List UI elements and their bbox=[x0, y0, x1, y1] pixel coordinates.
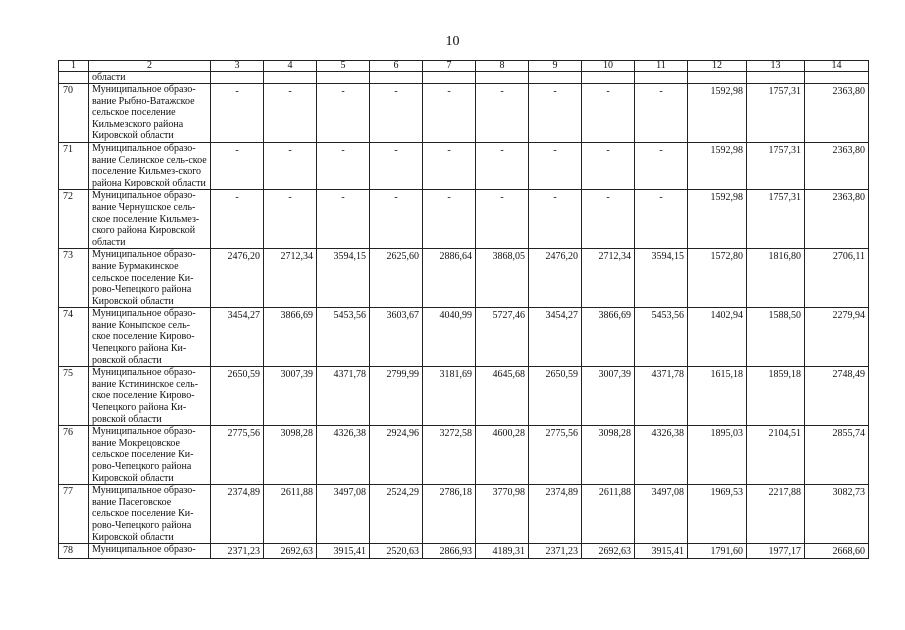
municipality-name: Муниципальное образо-вание Коныпское сель-ское поселение Кирово-Чепецкого района Ки-ровской области bbox=[89, 308, 211, 367]
tariff-value: - bbox=[582, 190, 635, 249]
row-number: 70 bbox=[59, 84, 89, 143]
tariff-value: 2625,60 bbox=[370, 249, 423, 308]
tariff-value: 3098,28 bbox=[264, 426, 317, 485]
column-header: 9 bbox=[529, 61, 582, 72]
tariff-value: - bbox=[582, 142, 635, 189]
tariff-value: 2748,49 bbox=[805, 367, 869, 426]
municipality-name: области bbox=[89, 72, 211, 84]
tariff-value: 4326,38 bbox=[635, 426, 688, 485]
tariff-value: 3497,08 bbox=[317, 485, 370, 544]
tariff-value: 4371,78 bbox=[317, 367, 370, 426]
tariff-value: 3454,27 bbox=[211, 308, 264, 367]
tariff-value: 3868,05 bbox=[476, 249, 529, 308]
tariff-value: 3007,39 bbox=[264, 367, 317, 426]
tariff-value: 3770,98 bbox=[476, 485, 529, 544]
tariff-value: - bbox=[317, 190, 370, 249]
table-row bbox=[59, 249, 869, 308]
tariff-value: 2650,59 bbox=[211, 367, 264, 426]
tariff-value: - bbox=[370, 142, 423, 189]
column-header: 7 bbox=[423, 61, 476, 72]
tariff-value: 2692,63 bbox=[264, 544, 317, 559]
tariff-value: 4040,99 bbox=[423, 308, 476, 367]
column-header: 12 bbox=[688, 61, 747, 72]
tariff-value: 2886,64 bbox=[423, 249, 476, 308]
table-row bbox=[59, 367, 869, 426]
tariff-value: 1977,17 bbox=[747, 544, 805, 559]
tariff-value: 3082,73 bbox=[805, 485, 869, 544]
tariff-value: - bbox=[423, 190, 476, 249]
table-row bbox=[59, 544, 869, 559]
tariff-value: - bbox=[635, 84, 688, 143]
tariff-value: 2692,63 bbox=[582, 544, 635, 559]
tariff-value: 2611,88 bbox=[582, 485, 635, 544]
tariff-value: 1757,31 bbox=[747, 190, 805, 249]
municipality-name: Муниципальное образо-вание Бурмакинское сельское поселение Ки-рово-Чепецкого района Кировской области bbox=[89, 249, 211, 308]
tariff-value: 5453,56 bbox=[635, 308, 688, 367]
tariff-value: 1592,98 bbox=[688, 84, 747, 143]
tariff-value: 5727,46 bbox=[476, 308, 529, 367]
tariff-value: 2279,94 bbox=[805, 308, 869, 367]
municipality-name: Муниципальное образо-вание Рыбно-Ватажское сельское поселение Кильмезского района Кировской области bbox=[89, 84, 211, 143]
tariff-value: - bbox=[423, 84, 476, 143]
tariff-value: 2374,89 bbox=[211, 485, 264, 544]
tariff-value: - bbox=[317, 84, 370, 143]
tariff-value: 3915,41 bbox=[317, 544, 370, 559]
tariff-value: - bbox=[264, 190, 317, 249]
tariff-value: - bbox=[529, 142, 582, 189]
tariff-value: 2712,34 bbox=[582, 249, 635, 308]
tariff-value: 4189,31 bbox=[476, 544, 529, 559]
row-number: 72 bbox=[59, 190, 89, 249]
tariff-value: 4326,38 bbox=[317, 426, 370, 485]
tariff-value: - bbox=[317, 142, 370, 189]
tariff-value: 1615,18 bbox=[688, 367, 747, 426]
tariff-value: 2363,80 bbox=[805, 142, 869, 189]
row-number: 76 bbox=[59, 426, 89, 485]
tariff-value: 3594,15 bbox=[635, 249, 688, 308]
column-header: 8 bbox=[476, 61, 529, 72]
tariff-value: 1895,03 bbox=[688, 426, 747, 485]
tariff-value: 2371,23 bbox=[529, 544, 582, 559]
row-number: 74 bbox=[59, 308, 89, 367]
tariff-value: 2668,60 bbox=[805, 544, 869, 559]
tariff-value: 1592,98 bbox=[688, 142, 747, 189]
tariff-value: 1816,80 bbox=[747, 249, 805, 308]
row-number: 75 bbox=[59, 367, 89, 426]
tariff-value: 2520,63 bbox=[370, 544, 423, 559]
tariff-value: 3594,15 bbox=[317, 249, 370, 308]
tariff-value: - bbox=[423, 142, 476, 189]
tariff-value: 2524,29 bbox=[370, 485, 423, 544]
tariff-value: - bbox=[476, 190, 529, 249]
tariff-table bbox=[58, 60, 869, 559]
tariff-value: - bbox=[264, 84, 317, 143]
tariff-value: - bbox=[211, 142, 264, 189]
table-row bbox=[59, 426, 869, 485]
tariff-value: 1592,98 bbox=[688, 190, 747, 249]
table-row bbox=[59, 485, 869, 544]
tariff-value: 2775,56 bbox=[529, 426, 582, 485]
column-header: 10 bbox=[582, 61, 635, 72]
tariff-value: - bbox=[635, 142, 688, 189]
continued-row bbox=[59, 72, 869, 84]
tariff-value: - bbox=[211, 190, 264, 249]
tariff-value: 2712,34 bbox=[264, 249, 317, 308]
tariff-value: 3181,69 bbox=[423, 367, 476, 426]
tariff-value: 2924,96 bbox=[370, 426, 423, 485]
tariff-value: 2786,18 bbox=[423, 485, 476, 544]
tariff-value: 3866,69 bbox=[264, 308, 317, 367]
tariff-value: - bbox=[635, 190, 688, 249]
tariff-value: 3866,69 bbox=[582, 308, 635, 367]
tariff-value: 3454,27 bbox=[529, 308, 582, 367]
table-row bbox=[59, 142, 869, 189]
tariff-value: 2799,99 bbox=[370, 367, 423, 426]
table-row bbox=[59, 308, 869, 367]
tariff-value: 2363,80 bbox=[805, 84, 869, 143]
tariff-value: 2363,80 bbox=[805, 190, 869, 249]
row-number: 73 bbox=[59, 249, 89, 308]
tariff-value: 1859,18 bbox=[747, 367, 805, 426]
column-header: 13 bbox=[747, 61, 805, 72]
row-number: 71 bbox=[59, 142, 89, 189]
column-header: 3 bbox=[211, 61, 264, 72]
page-number: 10 bbox=[445, 34, 460, 49]
tariff-value: 1791,60 bbox=[688, 544, 747, 559]
column-header: 11 bbox=[635, 61, 688, 72]
tariff-value: 2374,89 bbox=[529, 485, 582, 544]
tariff-value: 3098,28 bbox=[582, 426, 635, 485]
tariff-value: 2217,88 bbox=[747, 485, 805, 544]
tariff-value: - bbox=[370, 84, 423, 143]
column-header: 1 bbox=[59, 61, 89, 72]
tariff-value: 5453,56 bbox=[317, 308, 370, 367]
municipality-name: Муниципальное образо-вание Мокрецовское сельское поселение Ки-рово-Чепецкого района Кировской области bbox=[89, 426, 211, 485]
tariff-value: 4371,78 bbox=[635, 367, 688, 426]
tariff-value: 1969,53 bbox=[688, 485, 747, 544]
tariff-value: 2611,88 bbox=[264, 485, 317, 544]
tariff-value: 3915,41 bbox=[635, 544, 688, 559]
tariff-value: 1402,94 bbox=[688, 308, 747, 367]
municipality-name: Муниципальное образо-вание Селинское сель-ское поселение Кильмез-ского района Кировской области bbox=[89, 142, 211, 189]
tariff-value: 2775,56 bbox=[211, 426, 264, 485]
row-index bbox=[59, 72, 89, 84]
tariff-value: 3603,67 bbox=[370, 308, 423, 367]
table-row bbox=[59, 190, 869, 249]
row-number: 78 bbox=[59, 544, 89, 559]
tariff-value: - bbox=[264, 142, 317, 189]
tariff-value: 3497,08 bbox=[635, 485, 688, 544]
tariff-value: 2476,20 bbox=[529, 249, 582, 308]
tariff-value: - bbox=[476, 84, 529, 143]
tariff-value: 1572,80 bbox=[688, 249, 747, 308]
column-header: 14 bbox=[805, 61, 869, 72]
tariff-value: 1757,31 bbox=[747, 142, 805, 189]
tariff-value: - bbox=[529, 84, 582, 143]
tariff-value: - bbox=[582, 84, 635, 143]
table-row bbox=[59, 84, 869, 143]
tariff-value: 2706,11 bbox=[805, 249, 869, 308]
tariff-value: 1588,50 bbox=[747, 308, 805, 367]
table-body bbox=[59, 61, 869, 559]
municipality-name: Муниципальное образо-вание Кстининское сель-ское поселение Кирово-Чепецкого района Ки-ровской области bbox=[89, 367, 211, 426]
column-header: 4 bbox=[264, 61, 317, 72]
tariff-value: 2855,74 bbox=[805, 426, 869, 485]
municipality-name: Муниципальное образо-вание Пасеговское сельское поселение Ки-рово-Чепецкого района Кировской области bbox=[89, 485, 211, 544]
tariff-value: - bbox=[529, 190, 582, 249]
municipality-name: Муниципальное образо- bbox=[89, 544, 211, 559]
tariff-value: 3272,58 bbox=[423, 426, 476, 485]
tariff-value: 4600,28 bbox=[476, 426, 529, 485]
tariff-value: - bbox=[476, 142, 529, 189]
tariff-value: 2476,20 bbox=[211, 249, 264, 308]
tariff-value: 2371,23 bbox=[211, 544, 264, 559]
tariff-value: 3007,39 bbox=[582, 367, 635, 426]
column-header: 6 bbox=[370, 61, 423, 72]
tariff-value: 2650,59 bbox=[529, 367, 582, 426]
tariff-value: - bbox=[211, 84, 264, 143]
tariff-value: - bbox=[370, 190, 423, 249]
row-number: 77 bbox=[59, 485, 89, 544]
tariff-value: 1757,31 bbox=[747, 84, 805, 143]
header-row bbox=[59, 61, 869, 72]
tariff-value: 4645,68 bbox=[476, 367, 529, 426]
tariff-value: 2866,93 bbox=[423, 544, 476, 559]
column-header: 2 bbox=[89, 61, 211, 72]
municipality-name: Муниципальное образо-вание Чернушское сель-ское поселение Кильмез-ского района Кировской области bbox=[89, 190, 211, 249]
column-header: 5 bbox=[317, 61, 370, 72]
tariff-value: 2104,51 bbox=[747, 426, 805, 485]
